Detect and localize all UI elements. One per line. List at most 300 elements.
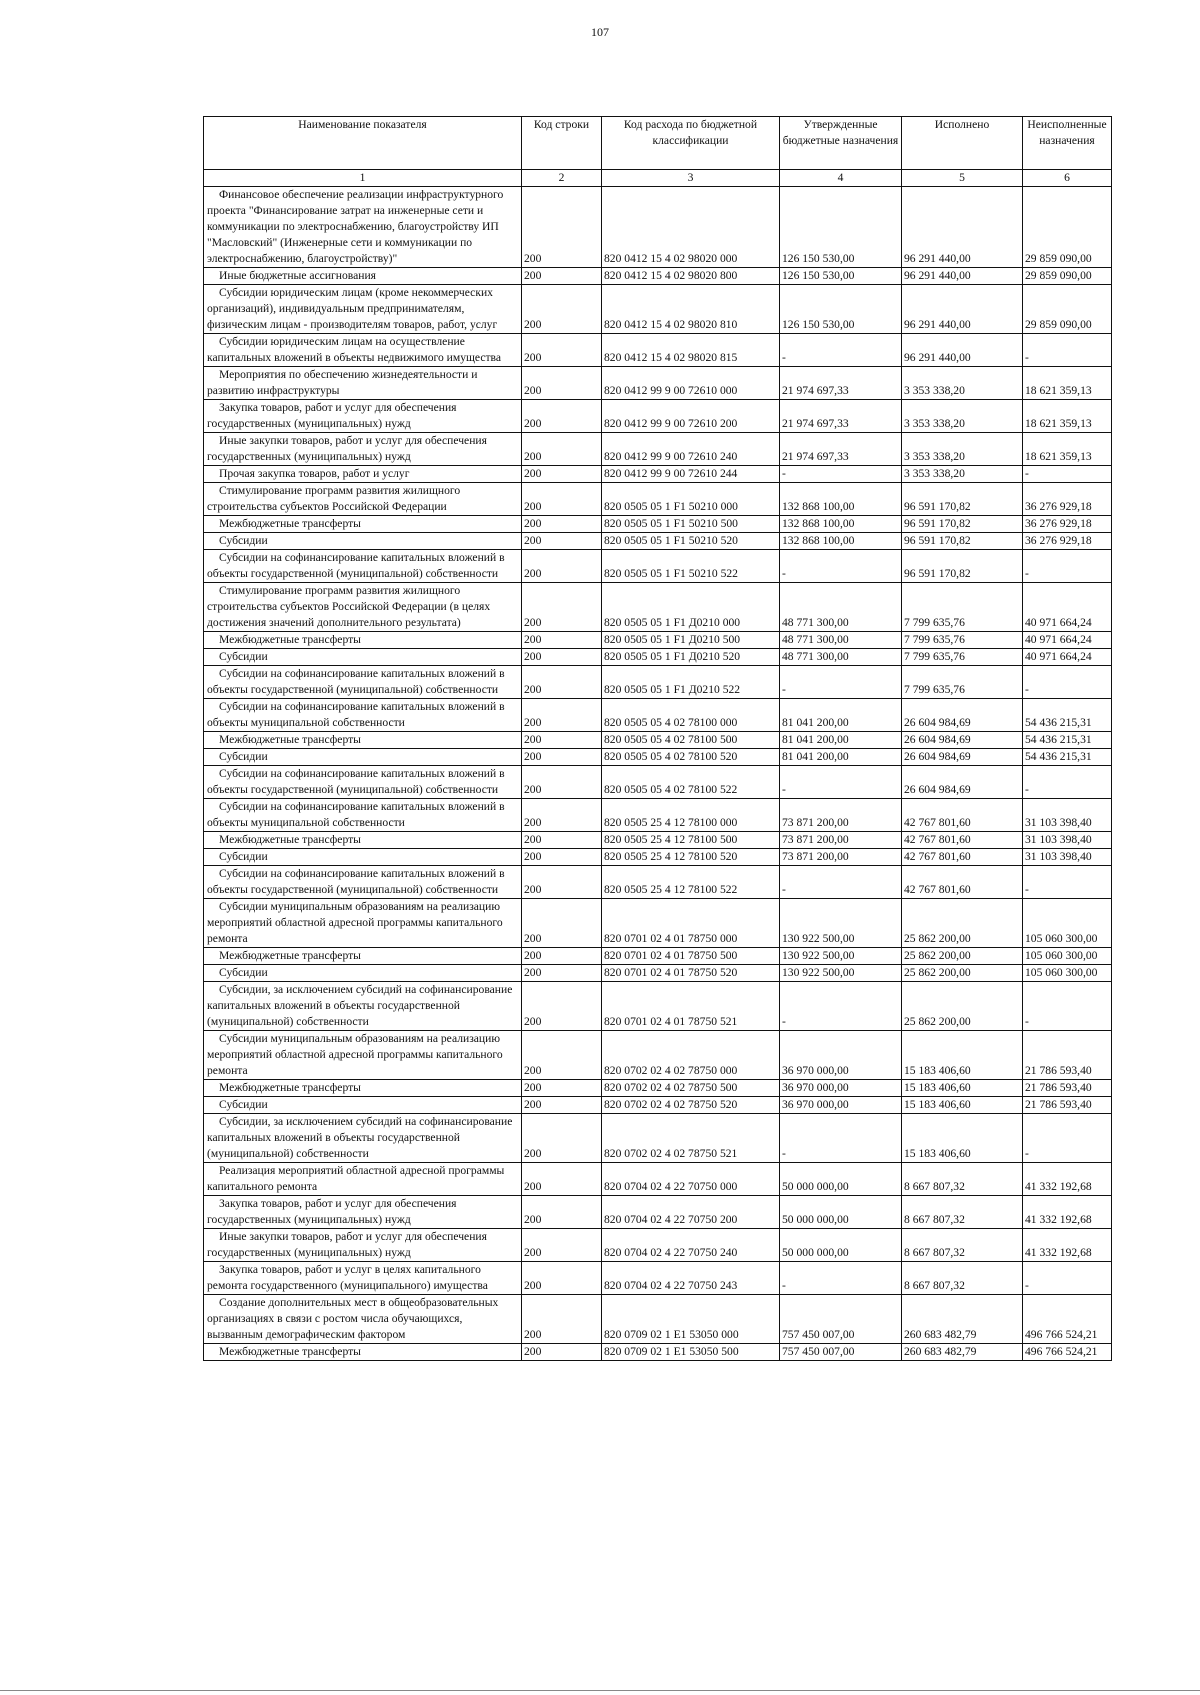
row-unexecuted: - — [1023, 982, 1112, 1031]
row-name — [204, 400, 522, 433]
row-name-text: Субсидии — [219, 650, 268, 663]
table-row — [204, 533, 1112, 550]
row-executed: 96 591 170,82 — [902, 550, 1023, 583]
row-budget-code: 820 0701 02 4 01 78750 000 — [602, 899, 780, 948]
row-executed: 15 183 406,60 — [902, 1080, 1023, 1097]
row-executed: 7 799 635,76 — [902, 666, 1023, 699]
row-name — [204, 649, 522, 666]
header-indicator-name: Наименование показателя — [204, 117, 522, 170]
row-approved: 81 041 200,00 — [780, 699, 902, 732]
row-approved: - — [780, 766, 902, 799]
row-unexecuted: 31 103 398,40 — [1023, 799, 1112, 832]
column-number: 1 — [204, 170, 522, 187]
row-executed: 42 767 801,60 — [902, 799, 1023, 832]
row-approved: - — [780, 466, 902, 483]
table-row — [204, 699, 1112, 732]
row-name-text: Финансовое обеспечение реализации инфраструктурного проекта "Финансирование затрат на инженерные сети и коммуникации по электроснабжению, благоустройству ИП "Масловский" (Инженерные сети и коммуникации по электроснабжению, благоустройству)" — [207, 188, 504, 265]
row-line-code: 200 — [522, 1031, 602, 1080]
row-unexecuted: - — [1023, 866, 1112, 899]
row-name — [204, 466, 522, 483]
row-unexecuted: - — [1023, 1262, 1112, 1295]
row-budget-code: 820 0505 25 4 12 78100 522 — [602, 866, 780, 899]
table-row — [204, 187, 1112, 268]
row-executed: 96 591 170,82 — [902, 533, 1023, 550]
row-line-code: 200 — [522, 187, 602, 268]
row-name-text: Стимулирование программ развития жилищного строительства субъектов Российской Федерации — [207, 484, 461, 513]
row-budget-code: 820 0701 02 4 01 78750 500 — [602, 948, 780, 965]
row-unexecuted: - — [1023, 334, 1112, 367]
row-name-text: Межбюджетные трансферты — [219, 1345, 361, 1358]
row-name — [204, 187, 522, 268]
column-number-row — [204, 170, 1112, 187]
table-row — [204, 1295, 1112, 1344]
row-executed: 42 767 801,60 — [902, 832, 1023, 849]
row-unexecuted: - — [1023, 550, 1112, 583]
table-row — [204, 1097, 1112, 1114]
row-line-code: 200 — [522, 982, 602, 1031]
row-line-code: 200 — [522, 583, 602, 632]
row-budget-code: 820 0412 15 4 02 98020 000 — [602, 187, 780, 268]
row-unexecuted: 54 436 215,31 — [1023, 699, 1112, 732]
row-budget-code: 820 0412 99 9 00 72610 200 — [602, 400, 780, 433]
row-budget-code: 820 0702 02 4 02 78750 500 — [602, 1080, 780, 1097]
row-unexecuted: 18 621 359,13 — [1023, 400, 1112, 433]
row-name-text: Мероприятия по обеспечению жизнедеятельности и развитию инфраструктуры — [207, 368, 478, 397]
row-approved: 73 871 200,00 — [780, 832, 902, 849]
row-budget-code: 820 0505 05 4 02 78100 000 — [602, 699, 780, 732]
row-budget-code: 820 0412 99 9 00 72610 000 — [602, 367, 780, 400]
row-unexecuted: 40 971 664,24 — [1023, 583, 1112, 632]
row-budget-code: 820 0704 02 4 22 70750 000 — [602, 1163, 780, 1196]
row-unexecuted: 18 621 359,13 — [1023, 433, 1112, 466]
row-line-code: 200 — [522, 533, 602, 550]
row-name-text: Субсидии на софинансирование капитальных вложений в объекты государственной (муниципальной) собственности — [207, 551, 505, 580]
row-name — [204, 1031, 522, 1080]
row-unexecuted: - — [1023, 666, 1112, 699]
header-executed: Исполнено — [902, 117, 1023, 170]
row-executed: 8 667 807,32 — [902, 1262, 1023, 1295]
row-budget-code: 820 0505 05 1 F1 50210 522 — [602, 550, 780, 583]
row-line-code: 200 — [522, 749, 602, 766]
table-row — [204, 732, 1112, 749]
row-executed: 26 604 984,69 — [902, 749, 1023, 766]
row-name-text: Субсидии муниципальным образованиям на реализацию мероприятий областной адресной программы капитального ремонта — [207, 1032, 503, 1077]
row-name — [204, 982, 522, 1031]
row-executed: 26 604 984,69 — [902, 766, 1023, 799]
row-approved: - — [780, 866, 902, 899]
row-executed: 26 604 984,69 — [902, 699, 1023, 732]
row-executed: 96 291 440,00 — [902, 187, 1023, 268]
row-line-code: 200 — [522, 732, 602, 749]
row-budget-code: 820 0505 25 4 12 78100 500 — [602, 832, 780, 849]
row-unexecuted: 21 786 593,40 — [1023, 1031, 1112, 1080]
row-budget-code: 820 0505 05 1 F1 Д0210 520 — [602, 649, 780, 666]
row-budget-code: 820 0505 05 1 F1 50210 520 — [602, 533, 780, 550]
row-approved: 757 450 007,00 — [780, 1295, 902, 1344]
row-line-code: 200 — [522, 334, 602, 367]
row-executed: 8 667 807,32 — [902, 1163, 1023, 1196]
row-name-text: Создание дополнительных мест в общеобразовательных организациях в связи с ростом числа обучающихся, вызванным демографическим фактором — [207, 1296, 499, 1341]
row-budget-code: 820 0505 05 1 F1 50210 000 — [602, 483, 780, 516]
row-line-code: 200 — [522, 1114, 602, 1163]
row-name — [204, 849, 522, 866]
row-line-code: 200 — [522, 466, 602, 483]
row-executed: 42 767 801,60 — [902, 849, 1023, 866]
row-executed: 8 667 807,32 — [902, 1229, 1023, 1262]
row-name — [204, 583, 522, 632]
row-executed: 8 667 807,32 — [902, 1196, 1023, 1229]
column-number: 6 — [1023, 170, 1112, 187]
table-row — [204, 583, 1112, 632]
row-approved: 48 771 300,00 — [780, 583, 902, 632]
row-budget-code: 820 0412 15 4 02 98020 815 — [602, 334, 780, 367]
row-approved: 126 150 530,00 — [780, 285, 902, 334]
row-name — [204, 550, 522, 583]
row-approved: 21 974 697,33 — [780, 400, 902, 433]
row-name-text: Субсидии юридическим лицам (кроме некоммерческих организаций), индивидуальным предпринимателям, физическим лицам - производителям товаров, работ, услуг — [207, 286, 498, 331]
row-line-code: 200 — [522, 832, 602, 849]
row-approved: 132 868 100,00 — [780, 516, 902, 533]
table-row — [204, 268, 1112, 285]
row-approved: 757 450 007,00 — [780, 1344, 902, 1361]
row-unexecuted: 29 859 090,00 — [1023, 268, 1112, 285]
row-approved: 132 868 100,00 — [780, 483, 902, 516]
row-executed: 96 291 440,00 — [902, 268, 1023, 285]
row-approved: 81 041 200,00 — [780, 732, 902, 749]
row-executed: 96 591 170,82 — [902, 483, 1023, 516]
row-name — [204, 1114, 522, 1163]
row-unexecuted: 105 060 300,00 — [1023, 965, 1112, 982]
row-name-text: Закупка товаров, работ и услуг в целях капитального ремонта государственного (муниципального) имущества — [207, 1263, 488, 1292]
table-row — [204, 832, 1112, 849]
table-row — [204, 1163, 1112, 1196]
row-executed: 260 683 482,79 — [902, 1295, 1023, 1344]
row-name-text: Субсидии — [219, 1098, 268, 1111]
row-budget-code: 820 0704 02 4 22 70750 200 — [602, 1196, 780, 1229]
row-name-text: Субсидии — [219, 850, 268, 863]
row-unexecuted: 41 332 192,68 — [1023, 1229, 1112, 1262]
row-executed: 7 799 635,76 — [902, 583, 1023, 632]
row-name-text: Субсидии на софинансирование капитальных вложений в объекты муниципальной собственности — [207, 700, 505, 729]
row-name-text: Иные закупки товаров, работ и услуг для обеспечения государственных (муниципальных) нужд — [207, 434, 487, 463]
row-name-text: Стимулирование программ развития жилищного строительства субъектов Российской Федерации (в целях достижения значений дополнительного результата) — [207, 584, 491, 629]
row-budget-code: 820 0412 99 9 00 72610 240 — [602, 433, 780, 466]
row-line-code: 200 — [522, 1080, 602, 1097]
row-name — [204, 666, 522, 699]
row-unexecuted: 29 859 090,00 — [1023, 285, 1112, 334]
row-name-text: Субсидии юридическим лицам на осуществление капитальных вложений в объекты недвижимого имущества — [207, 335, 502, 364]
row-name — [204, 749, 522, 766]
row-executed: 25 862 200,00 — [902, 948, 1023, 965]
row-line-code: 200 — [522, 899, 602, 948]
row-name — [204, 285, 522, 334]
row-unexecuted: - — [1023, 1114, 1112, 1163]
row-executed: 96 591 170,82 — [902, 516, 1023, 533]
column-number: 2 — [522, 170, 602, 187]
table-row — [204, 1031, 1112, 1080]
row-line-code: 200 — [522, 948, 602, 965]
row-name-text: Субсидии на софинансирование капитальных вложений в объекты государственной (муниципальной) собственности — [207, 767, 505, 796]
row-approved: 130 922 500,00 — [780, 965, 902, 982]
row-line-code: 200 — [522, 400, 602, 433]
row-executed: 15 183 406,60 — [902, 1031, 1023, 1080]
table-row — [204, 649, 1112, 666]
row-budget-code: 820 0505 05 4 02 78100 522 — [602, 766, 780, 799]
row-line-code: 200 — [522, 1295, 602, 1344]
table-row — [204, 749, 1112, 766]
row-unexecuted: 21 786 593,40 — [1023, 1080, 1112, 1097]
table-row — [204, 982, 1112, 1031]
row-approved: 130 922 500,00 — [780, 899, 902, 948]
table-row — [204, 367, 1112, 400]
row-name-text: Субсидии — [219, 534, 268, 547]
table-row — [204, 1114, 1112, 1163]
row-name-text: Межбюджетные трансферты — [219, 1081, 361, 1094]
row-name — [204, 1295, 522, 1344]
row-budget-code: 820 0412 99 9 00 72610 244 — [602, 466, 780, 483]
row-executed: 42 767 801,60 — [902, 866, 1023, 899]
row-unexecuted: 21 786 593,40 — [1023, 1097, 1112, 1114]
row-approved: - — [780, 666, 902, 699]
table-row — [204, 466, 1112, 483]
row-executed: 25 862 200,00 — [902, 965, 1023, 982]
table-row — [204, 1080, 1112, 1097]
table-row — [204, 483, 1112, 516]
row-approved: 126 150 530,00 — [780, 187, 902, 268]
table-row — [204, 948, 1112, 965]
row-line-code: 200 — [522, 367, 602, 400]
row-name-text: Субсидии — [219, 966, 268, 979]
row-name — [204, 965, 522, 982]
row-budget-code: 820 0505 05 4 02 78100 520 — [602, 749, 780, 766]
row-name-text: Реализация мероприятий областной адресной программы капитального ремонта — [207, 1164, 505, 1193]
row-approved: 48 771 300,00 — [780, 632, 902, 649]
row-executed: 7 799 635,76 — [902, 632, 1023, 649]
row-line-code: 200 — [522, 1344, 602, 1361]
table-row — [204, 1229, 1112, 1262]
row-unexecuted: 105 060 300,00 — [1023, 948, 1112, 965]
row-line-code: 200 — [522, 285, 602, 334]
row-line-code: 200 — [522, 799, 602, 832]
row-line-code: 200 — [522, 1229, 602, 1262]
row-budget-code: 820 0704 02 4 22 70750 243 — [602, 1262, 780, 1295]
row-approved: 73 871 200,00 — [780, 849, 902, 866]
row-line-code: 200 — [522, 699, 602, 732]
row-line-code: 200 — [522, 965, 602, 982]
row-approved: - — [780, 1114, 902, 1163]
row-unexecuted: 31 103 398,40 — [1023, 849, 1112, 866]
row-budget-code: 820 0505 25 4 12 78100 000 — [602, 799, 780, 832]
row-approved: 50 000 000,00 — [780, 1229, 902, 1262]
row-executed: 3 353 338,20 — [902, 367, 1023, 400]
row-unexecuted: 496 766 524,21 — [1023, 1344, 1112, 1361]
row-unexecuted: 36 276 929,18 — [1023, 516, 1112, 533]
row-name — [204, 367, 522, 400]
row-name — [204, 1097, 522, 1114]
row-approved: 36 970 000,00 — [780, 1080, 902, 1097]
row-name-text: Субсидии — [219, 750, 268, 763]
row-line-code: 200 — [522, 632, 602, 649]
row-line-code: 200 — [522, 268, 602, 285]
row-executed: 96 291 440,00 — [902, 285, 1023, 334]
row-name — [204, 1229, 522, 1262]
column-number: 4 — [780, 170, 902, 187]
row-name — [204, 533, 522, 550]
row-unexecuted: 54 436 215,31 — [1023, 749, 1112, 766]
row-approved: 81 041 200,00 — [780, 749, 902, 766]
table-row — [204, 433, 1112, 466]
row-unexecuted: 40 971 664,24 — [1023, 632, 1112, 649]
row-unexecuted: 105 060 300,00 — [1023, 899, 1112, 948]
row-budget-code: 820 0702 02 4 02 78750 520 — [602, 1097, 780, 1114]
row-unexecuted: 41 332 192,68 — [1023, 1196, 1112, 1229]
row-name — [204, 832, 522, 849]
row-line-code: 200 — [522, 516, 602, 533]
row-approved: 21 974 697,33 — [780, 433, 902, 466]
column-number: 5 — [902, 170, 1023, 187]
row-name — [204, 799, 522, 832]
row-budget-code: 820 0412 15 4 02 98020 800 — [602, 268, 780, 285]
header-line-code: Код строки — [522, 117, 602, 170]
row-line-code: 200 — [522, 1163, 602, 1196]
row-name-text: Субсидии, за исключением субсидий на софинансирование капитальных вложений в объекты государственной (муниципальной) собственности — [207, 983, 513, 1028]
row-budget-code: 820 0505 25 4 12 78100 520 — [602, 849, 780, 866]
header-unexecuted: Неисполненные назначения — [1023, 117, 1112, 170]
row-unexecuted: 40 971 664,24 — [1023, 649, 1112, 666]
row-approved: 132 868 100,00 — [780, 533, 902, 550]
row-unexecuted: - — [1023, 466, 1112, 483]
row-unexecuted: 36 276 929,18 — [1023, 483, 1112, 516]
report-table-container — [203, 116, 1111, 1361]
table-row — [204, 666, 1112, 699]
row-line-code: 200 — [522, 649, 602, 666]
table-row — [204, 334, 1112, 367]
row-executed: 25 862 200,00 — [902, 899, 1023, 948]
row-name — [204, 732, 522, 749]
row-budget-code: 820 0505 05 1 F1 Д0210 500 — [602, 632, 780, 649]
row-name-text: Субсидии на софинансирование капитальных вложений в объекты государственной (муниципальной) собственности — [207, 867, 505, 896]
table-row — [204, 632, 1112, 649]
row-name — [204, 516, 522, 533]
table-row — [204, 1262, 1112, 1295]
row-approved: 36 970 000,00 — [780, 1031, 902, 1080]
row-line-code: 200 — [522, 550, 602, 583]
header-approved: Утвержденные бюджетные назначения — [780, 117, 902, 170]
row-line-code: 200 — [522, 433, 602, 466]
row-name-text: Иные бюджетные ассигнования — [219, 269, 376, 282]
row-name — [204, 699, 522, 732]
row-line-code: 200 — [522, 666, 602, 699]
table-row — [204, 849, 1112, 866]
row-unexecuted: 36 276 929,18 — [1023, 533, 1112, 550]
row-approved: 36 970 000,00 — [780, 1097, 902, 1114]
row-name-text: Закупка товаров, работ и услуг для обеспечения государственных (муниципальных) нужд — [207, 401, 457, 430]
row-name-text: Закупка товаров, работ и услуг для обеспечения государственных (муниципальных) нужд — [207, 1197, 457, 1226]
row-budget-code: 820 0505 05 1 F1 50210 500 — [602, 516, 780, 533]
table-row — [204, 965, 1112, 982]
row-budget-code: 820 0412 15 4 02 98020 810 — [602, 285, 780, 334]
row-approved: - — [780, 334, 902, 367]
row-approved: 50 000 000,00 — [780, 1196, 902, 1229]
row-approved: 48 771 300,00 — [780, 649, 902, 666]
column-number: 3 — [602, 170, 780, 187]
row-name — [204, 1163, 522, 1196]
table-row — [204, 1344, 1112, 1361]
row-name — [204, 766, 522, 799]
table-row — [204, 899, 1112, 948]
row-approved: - — [780, 982, 902, 1031]
row-line-code: 200 — [522, 849, 602, 866]
row-budget-code: 820 0505 05 1 F1 Д0210 000 — [602, 583, 780, 632]
table-row — [204, 1196, 1112, 1229]
row-executed: 3 353 338,20 — [902, 466, 1023, 483]
header-row — [204, 117, 1112, 170]
table-row — [204, 285, 1112, 334]
row-name — [204, 632, 522, 649]
row-name-text: Прочая закупка товаров, работ и услуг — [219, 467, 410, 480]
row-name — [204, 948, 522, 965]
row-unexecuted: 54 436 215,31 — [1023, 732, 1112, 749]
row-budget-code: 820 0702 02 4 02 78750 521 — [602, 1114, 780, 1163]
row-name — [204, 334, 522, 367]
table-body — [204, 187, 1112, 1361]
row-name-text: Межбюджетные трансферты — [219, 833, 361, 846]
table-row — [204, 766, 1112, 799]
row-name — [204, 1262, 522, 1295]
row-approved: 50 000 000,00 — [780, 1163, 902, 1196]
row-name — [204, 1080, 522, 1097]
row-name — [204, 268, 522, 285]
row-executed: 260 683 482,79 — [902, 1344, 1023, 1361]
row-name — [204, 1196, 522, 1229]
row-unexecuted: 18 621 359,13 — [1023, 367, 1112, 400]
row-approved: 130 922 500,00 — [780, 948, 902, 965]
row-executed: 3 353 338,20 — [902, 400, 1023, 433]
row-budget-code: 820 0704 02 4 22 70750 240 — [602, 1229, 780, 1262]
row-name-text: Иные закупки товаров, работ и услуг для обеспечения государственных (муниципальных) нужд — [207, 1230, 487, 1259]
row-budget-code: 820 0702 02 4 02 78750 000 — [602, 1031, 780, 1080]
row-line-code: 200 — [522, 1262, 602, 1295]
row-name-text: Межбюджетные трансферты — [219, 517, 361, 530]
row-executed: 25 862 200,00 — [902, 982, 1023, 1031]
row-approved: 73 871 200,00 — [780, 799, 902, 832]
budget-execution-table — [203, 116, 1112, 1361]
row-approved: 126 150 530,00 — [780, 268, 902, 285]
row-name — [204, 433, 522, 466]
row-line-code: 200 — [522, 766, 602, 799]
row-line-code: 200 — [522, 483, 602, 516]
row-name — [204, 483, 522, 516]
row-name-text: Субсидии муниципальным образованиям на реализацию мероприятий областной адресной программы капитального ремонта — [207, 900, 503, 945]
row-unexecuted: 31 103 398,40 — [1023, 832, 1112, 849]
row-approved: - — [780, 550, 902, 583]
table-row — [204, 550, 1112, 583]
row-name — [204, 866, 522, 899]
row-approved: 21 974 697,33 — [780, 367, 902, 400]
table-row — [204, 866, 1112, 899]
row-name-text: Межбюджетные трансферты — [219, 949, 361, 962]
page-number: 107 — [591, 25, 609, 39]
row-budget-code: 820 0709 02 1 E1 53050 500 — [602, 1344, 780, 1361]
row-line-code: 200 — [522, 866, 602, 899]
row-executed: 96 291 440,00 — [902, 334, 1023, 367]
row-unexecuted: 41 332 192,68 — [1023, 1163, 1112, 1196]
row-unexecuted: 29 859 090,00 — [1023, 187, 1112, 268]
row-line-code: 200 — [522, 1097, 602, 1114]
row-budget-code: 820 0505 05 1 F1 Д0210 522 — [602, 666, 780, 699]
row-executed: 15 183 406,60 — [902, 1097, 1023, 1114]
row-budget-code: 820 0709 02 1 E1 53050 000 — [602, 1295, 780, 1344]
